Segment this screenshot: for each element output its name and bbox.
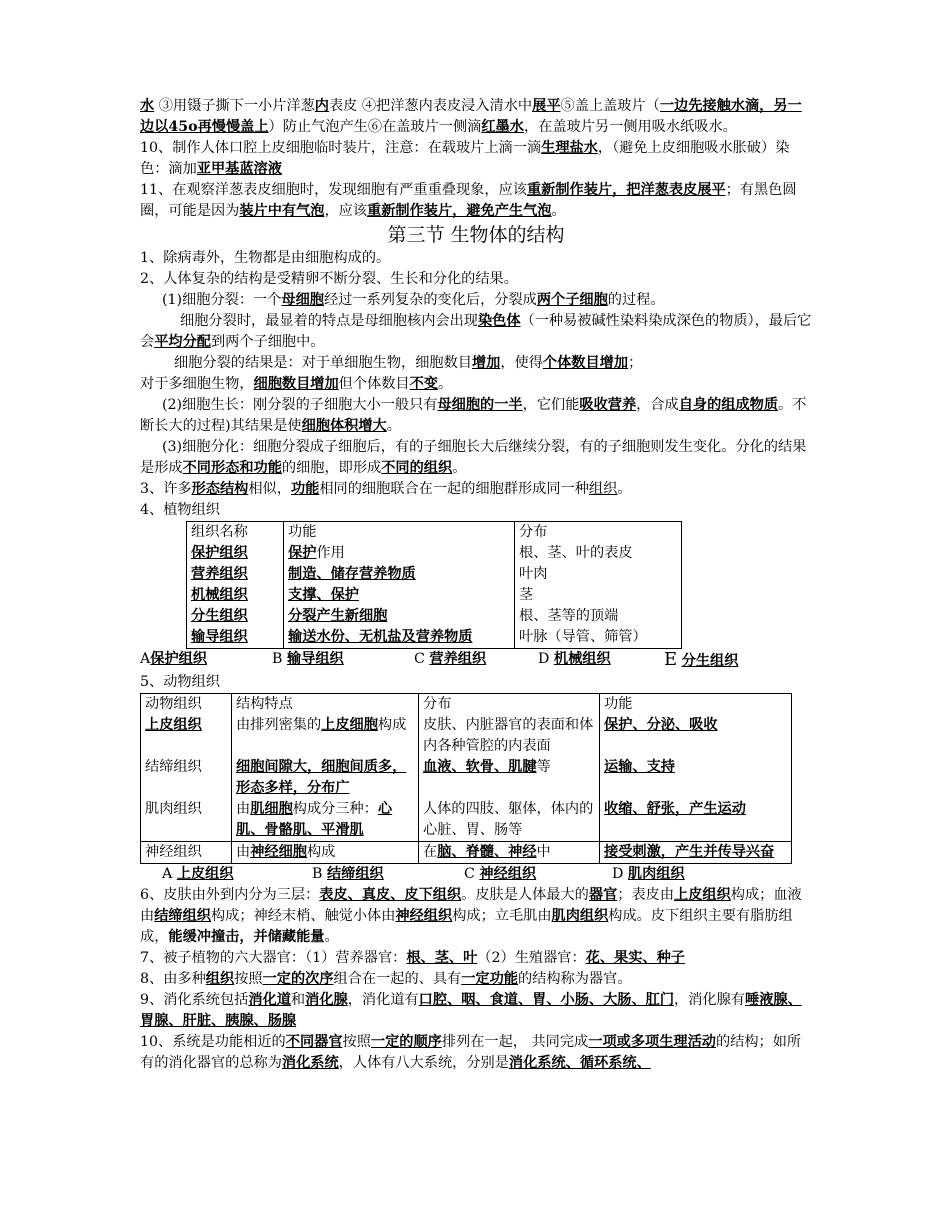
text: 。不断长大的过程)其结果是使 <box>140 397 807 434</box>
label: A <box>140 651 151 667</box>
point-9 <box>140 990 812 1032</box>
blank: 装片中有气泡 <box>239 203 325 219</box>
blank: 功能 <box>290 481 320 497</box>
answer-d <box>538 649 664 672</box>
text: 构成分三种： <box>292 801 378 817</box>
blank: 自身的组成物质 <box>678 397 779 413</box>
blank: 一边先接触水滴，另一边以45o再慢慢盖上 <box>140 98 802 135</box>
text: ； <box>628 355 643 371</box>
text: ；表皮由 <box>617 887 675 903</box>
text: 按照 <box>342 1034 371 1050</box>
text: 作用 <box>316 545 345 561</box>
blank: 重新制作装片，把洋葱表皮展平 <box>526 182 726 198</box>
text: 的结构；如所有的消化器官的总称为 <box>140 1034 802 1071</box>
cell <box>141 757 232 842</box>
bold-text: 能缓冲撞击，并储藏能量 <box>168 929 325 945</box>
text: （一种易被碱性染料染成深色的物质），最后它会 <box>140 313 812 350</box>
blank: 上皮组织 <box>176 866 234 882</box>
text: (2)细胞生长：刚分裂的子细胞大小一般只有 <box>162 397 438 413</box>
cell-division-result <box>140 353 812 374</box>
blank: 血液、软骨、肌腱 <box>423 759 537 775</box>
text: 细胞分裂时，最显着的特点是母细胞核内会出现 <box>180 313 478 329</box>
blank: 吸收营养 <box>579 397 637 413</box>
text: ⑤盖上盖玻片（ <box>560 98 660 114</box>
text: 排列在一起， 共同完成 <box>441 1034 589 1050</box>
point-5: 5、动物组织 <box>140 674 220 690</box>
label: C <box>464 866 475 882</box>
table-row <box>141 757 792 842</box>
text: 相同的细胞联合在一起的细胞群形成同一种 <box>319 481 589 497</box>
text: 由排列密集的 <box>236 717 322 733</box>
blank: 不同器官 <box>285 1034 343 1050</box>
blank: 输导组织 <box>286 651 344 667</box>
blank: 亚甲基蓝溶液 <box>196 161 282 177</box>
text: 在 <box>423 844 438 860</box>
text: 相似， <box>248 481 291 497</box>
cell: 分生组织 <box>187 606 284 627</box>
text: 按照 <box>234 971 263 987</box>
cell: 神经组织 <box>141 842 232 864</box>
blank: 一项或多项生理活动 <box>588 1034 716 1050</box>
blank: 脑、脊髓、神经 <box>437 844 537 860</box>
point-3 <box>140 479 812 500</box>
table-row <box>187 543 682 564</box>
blank: 肌肉组织 <box>627 866 685 882</box>
blank: 细胞体积增大 <box>301 418 387 434</box>
point-7 <box>140 948 812 969</box>
label: E <box>664 649 678 670</box>
text: 。皮肤是人体最大的 <box>461 887 589 903</box>
text: 。 <box>386 418 401 434</box>
blank: 上皮组织 <box>145 717 202 733</box>
blank: 消化腺 <box>305 992 348 1008</box>
text: 构成。皮下组织主要有脂肪组成， <box>140 908 793 945</box>
cell-division-result-multi <box>140 374 812 395</box>
label: B <box>272 651 283 667</box>
point-1: 1、除病毒外，生物都是由细胞构成的。 <box>140 250 391 266</box>
blank: 保护组织 <box>150 651 208 667</box>
point-2: 2、人体复杂的结构是受精卵不断分裂、生长和分化的结果。 <box>140 271 518 287</box>
blank: 母细胞的一半 <box>437 397 523 413</box>
table-row <box>187 627 682 649</box>
blank: 营养组织 <box>429 651 487 667</box>
paragraph-slide-steps <box>140 96 812 138</box>
text: （2）生殖器官： <box>477 950 586 966</box>
label: A <box>162 866 173 882</box>
point-8 <box>140 969 812 990</box>
blank: 上皮组织 <box>674 887 731 903</box>
text: 和 <box>290 992 306 1008</box>
blank: 组织 <box>588 481 618 497</box>
cell <box>232 757 419 842</box>
cell <box>284 606 515 627</box>
header-text: 结构特点 <box>236 696 293 712</box>
blank: 上皮细胞 <box>321 717 378 733</box>
text: 7、被子植物的六大器官：（1）营养器官： <box>140 950 407 966</box>
answer-d <box>612 864 685 885</box>
blank: 分裂产生新细胞 <box>288 608 388 624</box>
table-row <box>141 842 792 864</box>
blank: 表皮、真皮、皮下组织 <box>319 887 462 903</box>
answer-c <box>414 649 538 672</box>
blank: 两个子细胞 <box>536 292 608 308</box>
label: D <box>538 651 550 667</box>
text: 构成；立毛肌由 <box>452 908 552 924</box>
text: 构成；神经末梢、触觉小体由 <box>210 908 396 924</box>
cell <box>141 694 232 758</box>
cell: 叶肉 <box>515 564 682 585</box>
blank: 生理盐水 <box>541 140 598 156</box>
cell: 根、茎、叶的表皮 <box>515 543 682 564</box>
cell <box>600 757 792 842</box>
section-title: 第三节 生物体的结构 <box>387 224 565 246</box>
blank: 形态结构 <box>191 481 249 497</box>
text: ，在盖玻片另一侧用吸水纸吸水。 <box>523 119 737 135</box>
cell: 保护组织 <box>187 543 284 564</box>
text: ，消化腺有 <box>674 992 745 1008</box>
text: 。 <box>617 481 632 497</box>
cell-growth <box>140 395 812 437</box>
text: 细胞分裂的结果是：对于单细胞生物，细胞数目 <box>174 355 472 371</box>
answer-b <box>312 864 464 885</box>
text: 构成 <box>377 717 407 733</box>
blank: 运输、支持 <box>604 759 675 775</box>
text: ，使得 <box>500 355 543 371</box>
cell: 输导组织 <box>187 627 284 649</box>
blank: 支撑、保护 <box>288 587 359 603</box>
text: 人体的四肢、躯体，体内的心脏、胃、肠等 <box>423 801 594 838</box>
label: D <box>612 866 624 882</box>
blank: 内 <box>314 98 329 114</box>
plant-tissue-table <box>186 521 682 649</box>
text: 经过一系列复杂的变化后，分裂成 <box>324 292 537 308</box>
blank: 母细胞 <box>281 292 324 308</box>
text: 6、皮肤由外到内分为三层： <box>140 887 320 903</box>
text: ，它们能 <box>522 397 580 413</box>
document-page <box>140 96 812 1074</box>
blank: 组织 <box>205 971 235 987</box>
blank: 消化道 <box>248 992 291 1008</box>
text: ，（避免上皮细胞吸水胀破）染色：滴加 <box>140 140 790 177</box>
blank: 不同的组织 <box>381 460 453 476</box>
header-cell: 组织名称 <box>187 522 284 544</box>
answer-b <box>272 649 414 672</box>
cell <box>284 564 515 585</box>
table-header <box>187 522 682 544</box>
header-text: 功能 <box>604 696 633 712</box>
blank: 唾液腺、胃腺、肝脏、胰腺、肠腺 <box>140 992 802 1029</box>
text: 的细胞，即形成 <box>281 460 382 476</box>
cell: 机械组织 <box>187 585 284 606</box>
answer-a <box>140 649 272 672</box>
text: 3、许多 <box>140 481 192 497</box>
text: 。 <box>438 376 453 392</box>
text: 11、在观察洋葱表皮细胞时，发现细胞有严重重叠现象，应该 <box>140 182 527 198</box>
text: 皮肤、内脏器官的表面和体内各种管腔的内表面 <box>423 717 594 754</box>
cell <box>232 694 419 758</box>
cell: 营养组织 <box>187 564 284 585</box>
table-row <box>187 564 682 585</box>
text: 的结构称为器官。 <box>517 971 632 987</box>
blank: 肌肉组织 <box>551 908 609 924</box>
table-header <box>141 694 792 758</box>
blank: 染色体 <box>477 313 521 329</box>
text: 10、系统是功能相近的 <box>140 1034 286 1050</box>
text: 到两个子细胞中。 <box>210 334 325 350</box>
blank: 机械组织 <box>553 651 611 667</box>
header-cell: 分布 <box>515 522 682 544</box>
blank: 展平 <box>532 98 561 114</box>
blank: 增加 <box>471 355 501 371</box>
point-6 <box>140 885 812 948</box>
plant-answers <box>140 649 812 672</box>
text: 构成 <box>306 844 336 860</box>
label: C <box>414 651 425 667</box>
point-10 <box>140 1032 812 1074</box>
header-cell: 功能 <box>284 522 515 544</box>
text: ，合成 <box>636 397 679 413</box>
text: (3)细胞分化：细胞分裂成子细胞后，有的子细胞长大后继续分裂，有的子细胞则发生变化。分化的结果是形成 <box>140 439 807 476</box>
blank: 红墨水 <box>481 119 524 135</box>
header-text: 分布 <box>423 696 452 712</box>
text: 9、消化系统包括 <box>140 992 249 1008</box>
blank: 神经细胞 <box>250 844 307 860</box>
text: 。 <box>551 203 566 219</box>
text: ）防止气泡产生⑥在盖玻片一侧滴 <box>268 119 482 135</box>
blank: 制造、储存营养物质 <box>288 566 416 582</box>
blank: 收缩、舒张，产生运动 <box>604 801 746 817</box>
cell-division <box>140 290 812 311</box>
blank: 口腔、咽、食道、胃、小肠、大肠、肛门 <box>418 992 675 1008</box>
text: 10、制作人体口腔上皮细胞临时装片，注意：在载玻片上滴一滴 <box>140 140 542 156</box>
paragraph-10 <box>140 138 812 180</box>
text: 由 <box>236 844 251 860</box>
blank: 结缔组织 <box>154 908 211 924</box>
cell-differentiation <box>140 437 812 479</box>
blank: 输送水份、无机盐及营养物质 <box>288 629 473 645</box>
blank: 一定的次序 <box>262 971 334 987</box>
text: ，人体有八大系统，分别是 <box>338 1055 509 1071</box>
cell <box>284 543 515 564</box>
text: ；有黑色圆圈，可能是因为 <box>140 182 797 219</box>
blank: 一定功能 <box>461 971 518 987</box>
blank: 细胞间隙大，细胞间质多，形态多样，分布广 <box>236 759 407 796</box>
text: 对于多细胞生物， <box>140 376 254 392</box>
label: B <box>312 866 323 882</box>
blank: 神经组织 <box>479 866 537 882</box>
blank: 花、果实、种子 <box>585 950 685 966</box>
blank: 个体数目增加 <box>542 355 629 371</box>
blank: 分生组织 <box>681 653 739 669</box>
blank: 不变 <box>409 376 438 392</box>
animal-answers <box>140 864 812 885</box>
paragraph-11 <box>140 180 812 222</box>
blank: 重新制作装片，避免产生气泡 <box>367 203 552 219</box>
cell: 根、茎等的顶端 <box>515 606 682 627</box>
blank: 一定的顺序 <box>370 1034 442 1050</box>
blank: 不同形态和功能 <box>182 460 282 476</box>
answer-a <box>162 864 312 885</box>
answer-c <box>464 864 612 885</box>
text: 但个体数目 <box>338 376 410 392</box>
blank: 神经组织 <box>395 908 453 924</box>
blank: 水 <box>140 98 155 114</box>
text: 8、由多种 <box>140 971 206 987</box>
cell: 叶脉（导管、筛管） <box>515 627 682 649</box>
text: (1)细胞分裂：一个 <box>162 292 282 308</box>
blank: 肌细胞 <box>250 801 293 817</box>
cell: 接受刺激，产生并传导兴奋 <box>600 842 792 864</box>
cell-division-feature <box>140 311 812 353</box>
cell <box>419 842 600 864</box>
cell <box>232 842 419 864</box>
text: ，消化道有 <box>347 992 419 1008</box>
cell <box>284 585 515 606</box>
point-4: 4、植物组织 <box>140 502 220 518</box>
text: 。 <box>324 929 339 945</box>
text: 表皮 ④把洋葱内表皮浸入清水中 <box>328 98 533 114</box>
cell <box>419 694 600 758</box>
blank: 结缔组织 <box>326 866 384 882</box>
table-row <box>187 606 682 627</box>
text: 。 <box>452 460 467 476</box>
text: 的过程。 <box>607 292 665 308</box>
cell <box>419 757 600 842</box>
cell: 茎 <box>515 585 682 606</box>
text: 肌肉组织 <box>145 801 202 817</box>
animal-tissue-table <box>140 693 792 864</box>
text: ③用镊子撕下一小片洋葱 <box>154 98 315 114</box>
text: 结缔组织 <box>145 759 202 775</box>
cell <box>600 694 792 758</box>
blank: 器官 <box>588 887 618 903</box>
blank: 心肌、骨骼肌、平滑肌 <box>236 801 393 838</box>
blank: 根、茎、叶 <box>406 950 478 966</box>
cell <box>284 627 515 649</box>
table-row <box>187 585 682 606</box>
blank: 保护 <box>288 545 317 561</box>
blank: 消化系统 <box>281 1055 339 1071</box>
text: 构成；血液由 <box>140 887 802 924</box>
text: 组合在一起的、具有 <box>333 971 462 987</box>
blank: 消化系统、循环系统、 <box>508 1055 651 1071</box>
blank: 细胞数目增加 <box>253 376 339 392</box>
text: 中 <box>536 844 551 860</box>
text: 由 <box>236 801 251 817</box>
text: 等 <box>536 759 551 775</box>
blank: 保护、分泌、吸收 <box>604 717 718 733</box>
header-text: 动物组织 <box>145 696 202 712</box>
answer-e <box>664 649 738 672</box>
blank: 平均分配 <box>154 334 211 350</box>
text: ，应该 <box>324 203 368 219</box>
